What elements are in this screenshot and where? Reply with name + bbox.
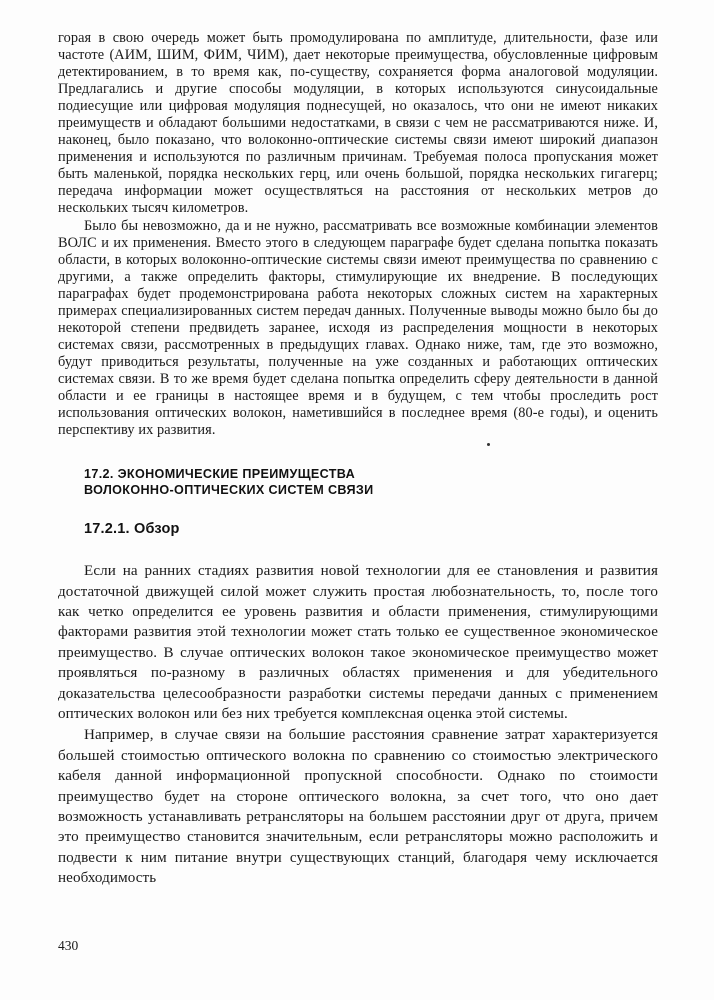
paragraph-economics-1: Если на ранних стадиях развития новой технологии для ее становления и развития достаточной движущей силой может служить простая любознательность, то, после того как четко определится ее уровень развития и области применения, стимулирующими факторами развития этой технологии может стать только ее существенное экономическое преимущество. В случае оптических волокон такое экономическое преимущество может проявляться по-разному в различных областях применения и для убедительного доказательства целесообразности разработки системы передачи данных с применением оптических волокон или без них требуется комплексная оценка этой системы. xyxy=(58,563,658,722)
paragraph-overview: Было бы невозможно, да и не нужно, рассматривать все возможные комбинации элементов ВОЛС и их применения. Вместо этого в следующем параграфе будет сделана попытка показать области, в которых волоконно-оптические системы связи имеют преимущества по сравнению с другими, а также определить факторы, стимулирующие их внедрение. В последующих параграфах будет продемонстрирована работа некоторых сложных систем на характерных примерах специализированных систем передач данных. Полученные выводы можно было бы до некоторой степени предвидеть заранее, исходя из распределения мощности в некоторых системах связи, рассмотренных в предыдущих главах. Однако ниже, там, где это возможно, будут приводиться результаты, полученные на уже созданных и работающих оптических системах связи. В то же время будет сделана попытка определить сферу деятельности в данной области и ее границы в настоящее время и в будущем, с тем чтобы проследить рост использования оптических волокон, наметившийся в последнее время (80-е годы), и оценить перспективу их развития. xyxy=(58,217,658,439)
subsection-heading: 17.2.1. Обзор xyxy=(84,521,180,538)
section-heading xyxy=(58,466,658,498)
paragraph-continuation: горая в свою очередь может быть промодулирована по амплитуде, длительности, фазе или частоте (АИМ, ШИМ, ФИМ, ЧИМ), дает некоторые преимущества, обусловленные цифровым детектированием, в то время как, по-существу, сохраняется форма аналоговой модуляции. Предлагались и другие способы модуляции, в которых используются синусоидальные подиесущие или цифровая модуляция поднесущей, но оказалось, что они не имеют никаких преимуществ и обладают большими недостатками, в связи с чем не рассматриваются ниже. И, наконец, было показано, что волоконно-оптические системы связи имеют широкий диапазон применения и используются по различным причинам. Требуемая полоса пропускания может быть маленькой, порядка нескольких герц, или очень большой, порядка нескольких гигагерц; передача информации может осуществляться на расстояния от нескольких метров до нескольких тысяч километров. xyxy=(58,30,658,217)
section-heading-line1: 17.2. ЭКОНОМИЧЕСКИЕ ПРЕИМУЩЕСТВА xyxy=(84,467,356,482)
paragraph-economics-2: Например, в случае связи на большие расстояния сравнение затрат характеризуется большей стоимостью оптического волокна по сравнению со стоимостью электрического кабеля данной информационной пропускной способности. Однако по стоимости преимущество будет на стороне оптического волокна, за счет того, что оно дает возможность устанавливать ретрансляторы на большем расстоянии друг от друга, причем это преимущество становится значительным, если ретрансляторы можно расположить и подвести к ним питание внутри существующих станций, благодаря чему исключается необходимость xyxy=(58,727,658,887)
section-heading-line2: ВОЛОКОННО-ОПТИЧЕСКИХ СИСТЕМ СВЯЗИ xyxy=(84,483,374,498)
page-content xyxy=(58,30,658,889)
body-block xyxy=(58,561,658,889)
page-number: 430 xyxy=(58,938,79,953)
ink-artifact xyxy=(487,443,490,446)
